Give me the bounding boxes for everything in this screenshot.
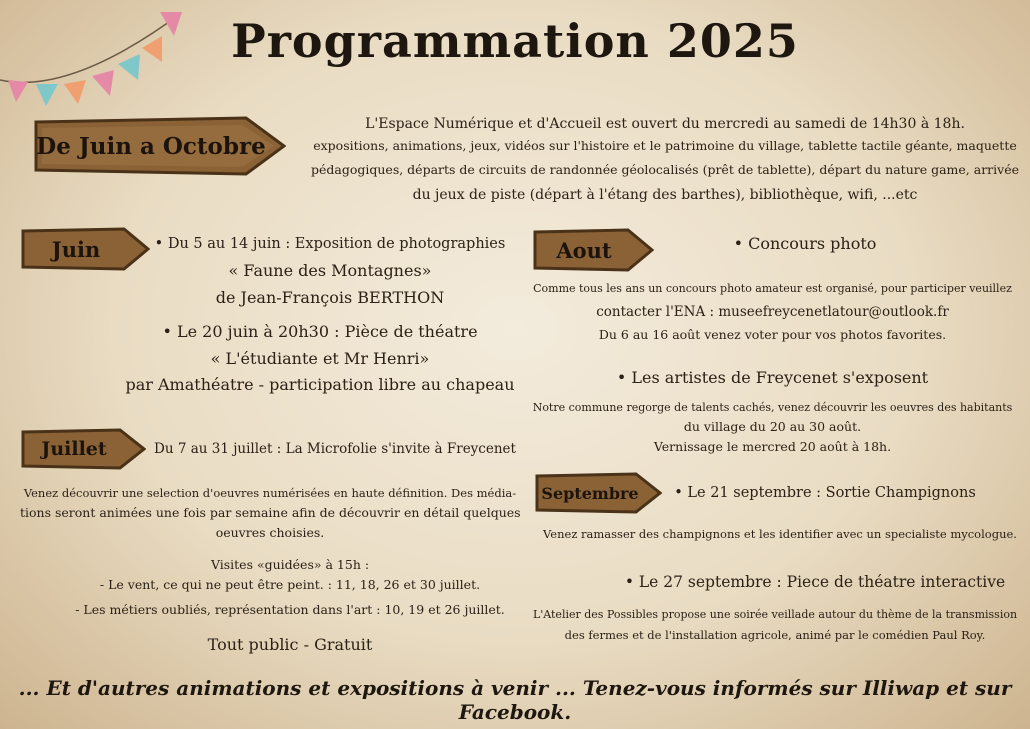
septembre-event-1-line-1: Venez ramasser des champignons et les identifier avec un specialiste mycologue. <box>543 527 1017 541</box>
juillet-visit-2: - Les métiers oubliés, représentation dans l'art : 10, 19 et 26 juillet. <box>75 602 505 617</box>
aout-event-1-title: • Concours photo <box>733 234 877 253</box>
juin-event-1-line-1: • Du 5 au 14 juin : Exposition de photographies <box>154 236 506 252</box>
juin-event-1-line-3: de Jean-François BERTHON <box>215 288 445 307</box>
juillet-desc-2: tions seront animées une fois par semaine afin de découvrir en détail quelques <box>20 505 521 520</box>
aout-event-2-line-2: du village du 20 au 30 août. <box>683 419 862 434</box>
juillet-desc-1: Venez découvrir une selection d'oeuvres numérisées en haute définition. Des média- <box>23 486 517 500</box>
juin-event-2-line-3: par Amathéatre - participation libre au chapeau <box>125 375 515 394</box>
sign-juillet-label: Juillet <box>41 438 107 460</box>
flag-icon <box>92 70 114 96</box>
juillet-visits-title: Visites «guidées» à 15h : <box>210 557 370 572</box>
septembre-event-2-line-2: des fermes et de l'installation agricole, animé par le comédien Paul Roy. <box>564 628 986 642</box>
sign-aout-label: Aout <box>556 237 612 263</box>
juin-event-1-line-2: « Faune des Montagnes» <box>228 261 432 280</box>
juillet-audience: Tout public - Gratuit <box>207 635 373 654</box>
sign-period <box>32 116 286 176</box>
intro-line-1: L'Espace Numérique et d'Accueil est ouvert du mercredi au samedi de 14h30 à 18h. <box>365 116 965 132</box>
juillet-visit-1: - Le vent, ce qui ne peut être peint. : 11, 18, 26 et 30 juillet. <box>99 577 481 592</box>
juin-event-2-line-2: « L'étudiante et Mr Henri» <box>210 349 430 368</box>
septembre-event-2-title: • Le 27 septembre : Piece de théatre interactive <box>624 573 1006 591</box>
aout-event-1-line-2: contacter l'ENA : museefreycenetlatour@outlook.fr <box>596 304 949 320</box>
sign-period-label: De Juin a Octobre <box>36 132 266 160</box>
flag-icon <box>8 80 28 102</box>
septembre-event-1-title: • Le 21 septembre : Sortie Champignons <box>674 485 976 501</box>
juin-event-2-line-1: • Le 20 juin à 20h30 : Pièce de théatre <box>162 322 478 341</box>
sign-juillet <box>20 428 146 470</box>
intro-line-2: expositions, animations, jeux, vidéos sur l'histoire et le patrimoine du village, tablette tactile géante, maquette <box>313 138 1017 153</box>
footer-announcement: ... Et d'autres animations et expositions à venir ... Tenez-vous informés sur Illiwap et sur Facebook. <box>18 676 1012 724</box>
page-title: Programmation 2025 <box>231 14 799 68</box>
flag-icon <box>36 84 58 106</box>
sign-septembre <box>534 472 662 514</box>
aout-event-2-line-1: Notre commune regorge de talents cachés, venez découvrir les oeuvres des habitants <box>532 401 1013 414</box>
flag-icon <box>64 80 86 104</box>
aout-event-2-title: • Les artistes de Freycenet s'exposent <box>616 368 929 387</box>
juillet-desc-3: oeuvres choisies. <box>215 525 325 540</box>
aout-event-2-line-3: Vernissage le mercred 20 août à 18h. <box>653 439 892 454</box>
juillet-headline: Du 7 au 31 juillet : La Microfolie s'invite à Freycenet <box>154 441 516 457</box>
aout-event-1-line-1: Comme tous les ans un concours photo amateur est organisé, pour participer veuillez <box>533 282 1012 295</box>
sign-juin-label: Juin <box>51 236 101 262</box>
intro-line-3: pédagogiques, départs de circuits de randonnée géolocalisés (prêt de tablette), départ du nature game, arrivée <box>310 162 1020 177</box>
sign-septembre-label: Septembre <box>541 483 639 503</box>
aout-event-1-line-3: Du 6 au 16 août venez voter pour vos photos favorites. <box>598 327 947 342</box>
intro-line-4: du jeux de piste (départ à l'étang des barthes), bibliothèque, wifi, ...etc <box>412 187 918 203</box>
septembre-event-2-line-1: L'Atelier des Possibles propose une soirée veillade autour du thème de la transmission <box>532 608 1018 621</box>
sign-juin <box>20 227 150 271</box>
sign-aout <box>532 228 654 272</box>
